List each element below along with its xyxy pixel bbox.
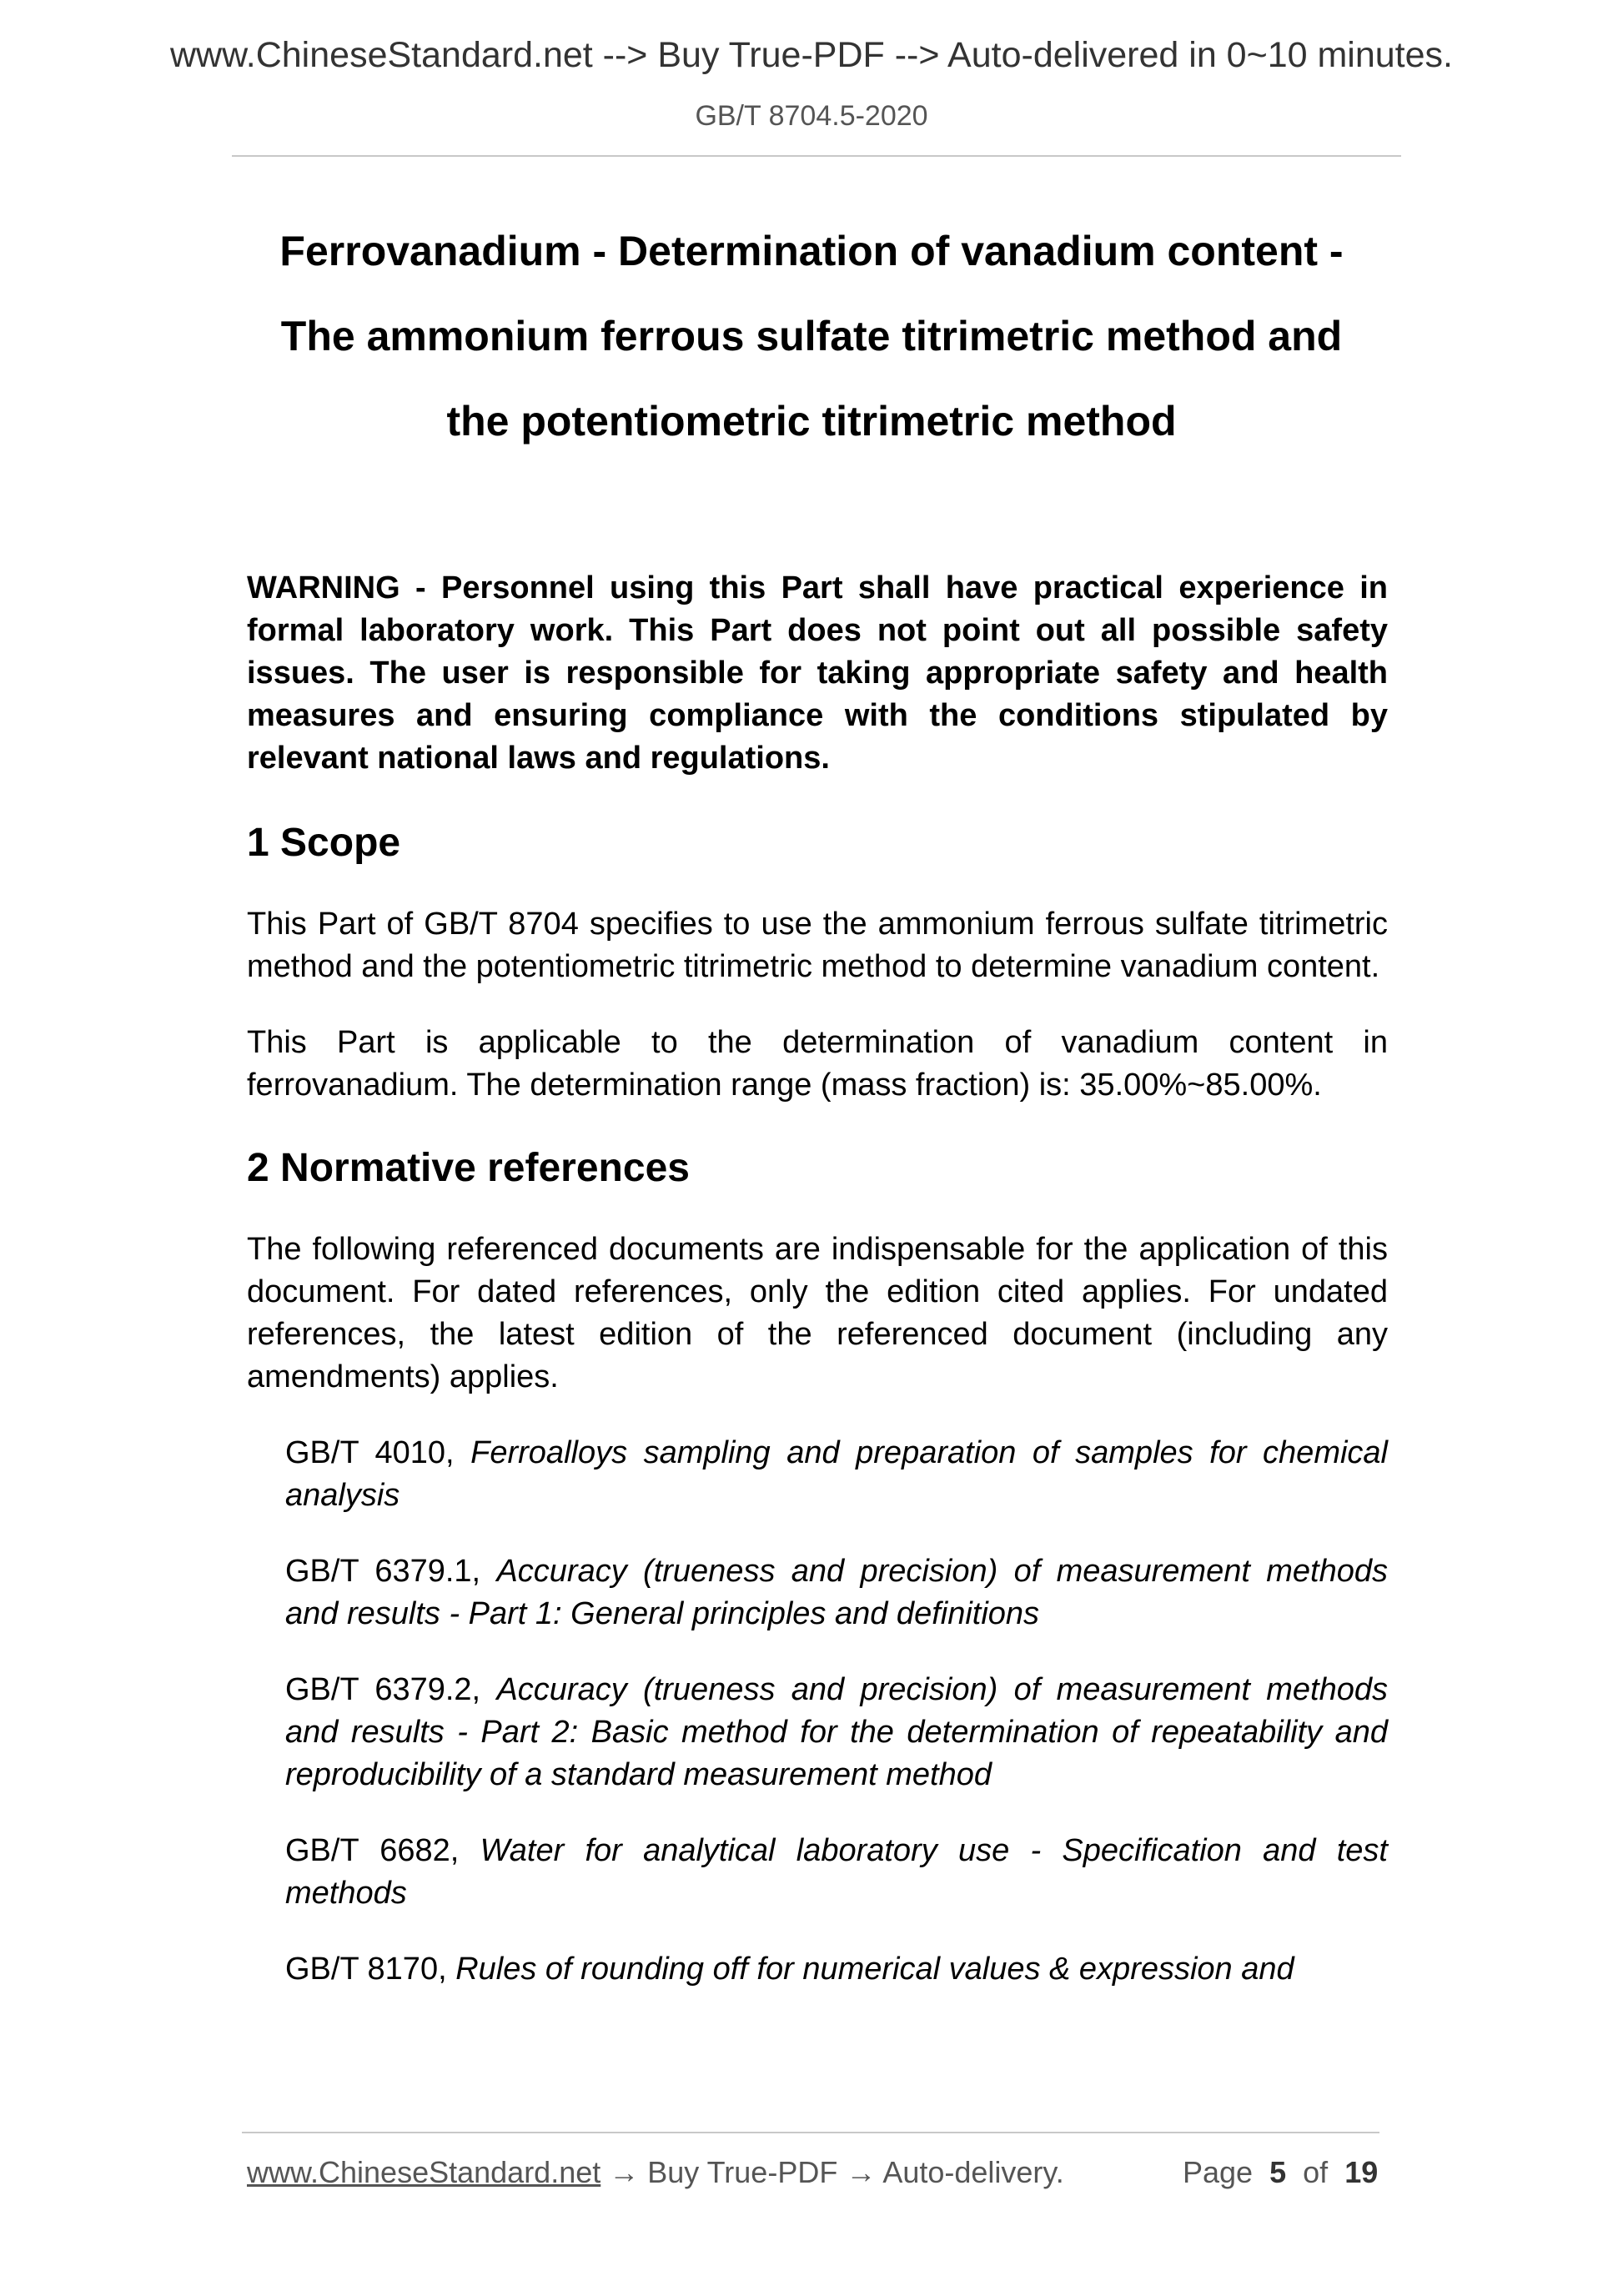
normative-intro-paragraph: The following referenced documents are indispensable for the application of this document. For dated references, only the edition cited applies. For undated references, the latest edition of the referenced document (including any amendments) applies. bbox=[247, 1232, 1388, 1394]
reference-code: GB/T 4010, bbox=[285, 1435, 471, 1470]
reference-item bbox=[285, 1432, 1388, 1517]
footer-tagline: → Buy True-PDF → Auto-delivery. bbox=[600, 2155, 1064, 2189]
page-total: 19 bbox=[1344, 2155, 1379, 2189]
scope-paragraph-1: This Part of GB/T 8704 specifies to use the ammonium ferrous sulfate titrimetric method and the potentiometric titrimetric method to determine vanadium content. bbox=[247, 907, 1388, 984]
scope-paragraph-2: This Part is applicable to the determination of vanadium content in ferrovanadium. The determination range (mass fraction) is: 35.00%~85.00%. bbox=[247, 1025, 1388, 1103]
reference-item bbox=[285, 1948, 1388, 1991]
reference-title: Ferroalloys sampling and preparation of samples for chemical analysis bbox=[285, 1435, 1388, 1513]
warning-paragraph: WARNING - Personnel using this Part shall have practical experience in formal laboratory work. This Part does not point out all possible safety issues. The user is responsible for taking appropriate safety and health measures and ensuring compliance with the conditions stipulated by relevant national laws and regulations. bbox=[247, 570, 1388, 776]
footer-left bbox=[247, 2155, 1064, 2190]
page-content bbox=[247, 567, 1388, 2024]
title-line-3: the potentiometric titrimetric method bbox=[446, 398, 1177, 445]
reference-code: GB/T 6379.1, bbox=[285, 1554, 497, 1589]
section-heading-scope: 1 Scope bbox=[247, 821, 401, 865]
reference-item bbox=[285, 1550, 1388, 1635]
reference-code: GB/T 6379.2, bbox=[285, 1672, 497, 1707]
title-line-1: Ferrovanadium - Determination of vanadium content - bbox=[279, 228, 1344, 274]
reference-title: Water for analytical laboratory use - Specification and test methods bbox=[285, 1833, 1388, 1911]
page-number bbox=[1183, 2155, 1378, 2190]
reference-code: GB/T 6682, bbox=[285, 1833, 480, 1868]
top-banner: www.ChineseStandard.net --> Buy True-PDF --> Auto-delivered in 0~10 minutes. bbox=[169, 35, 1453, 75]
reference-item bbox=[285, 1830, 1388, 1915]
footer-website-link[interactable]: www.ChineseStandard.net bbox=[247, 2155, 601, 2189]
document-code: GB/T 8704.5-2020 bbox=[695, 100, 928, 132]
title-line-2: The ammonium ferrous sulfate titrimetric method and bbox=[280, 313, 1343, 359]
page-label: Page bbox=[1183, 2155, 1254, 2189]
reference-title: Rules of rounding off for numerical values & expression and bbox=[455, 1952, 1294, 1987]
reference-title: Accuracy (trueness and precision) of measurement methods and results - Part 1: General principles and definitions bbox=[285, 1554, 1388, 1631]
reference-item bbox=[285, 1669, 1388, 1796]
reference-code: GB/T 8170, bbox=[285, 1952, 456, 1987]
footer-divider bbox=[242, 2132, 1379, 2133]
of-label: of bbox=[1303, 2155, 1329, 2189]
reference-title: Accuracy (trueness and precision) of measurement methods and results - Part 2: Basic method for the determination of repeatability and reproducibility of a standard measurement method bbox=[285, 1672, 1388, 1792]
section-heading-normative-references: 2 Normative references bbox=[247, 1146, 690, 1190]
header-divider bbox=[232, 155, 1401, 157]
document-title bbox=[200, 208, 1423, 464]
page-current: 5 bbox=[1269, 2155, 1287, 2189]
